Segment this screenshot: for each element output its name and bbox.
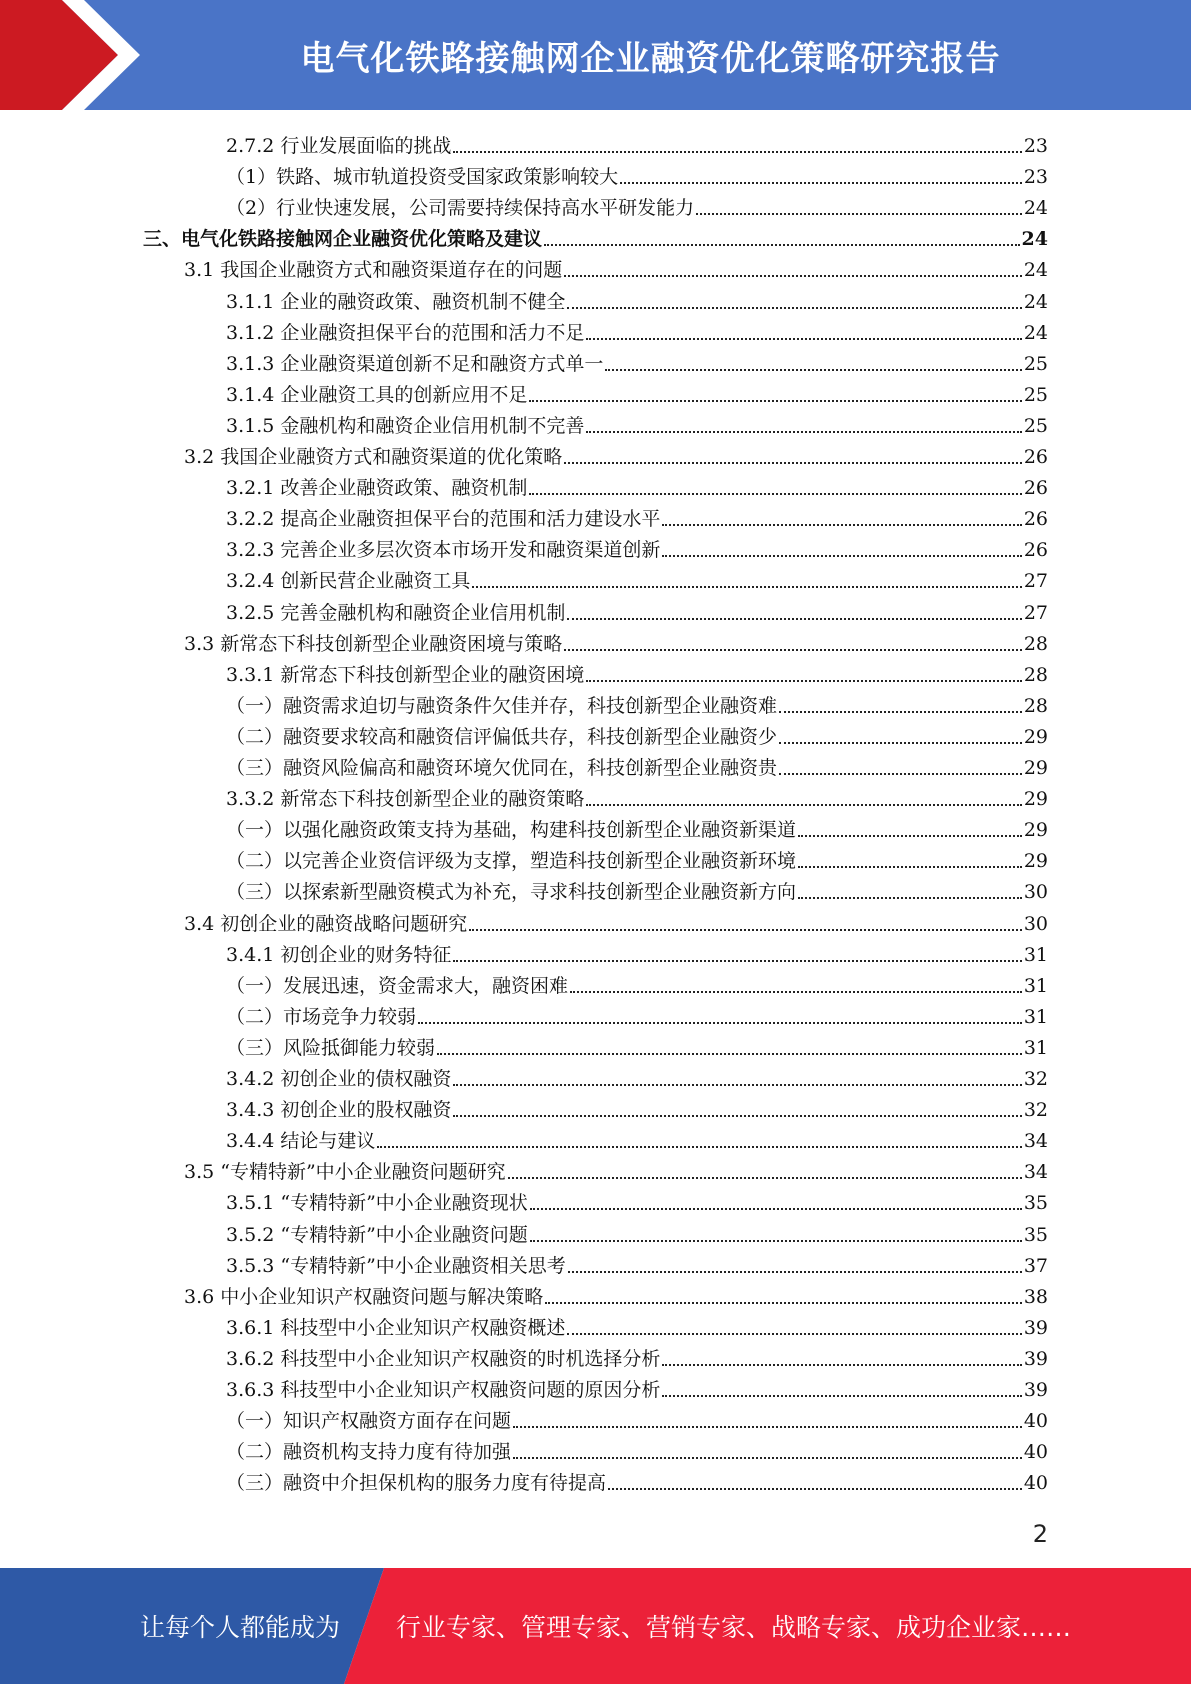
toc-entry-label: 3.2 我国企业融资方式和融资渠道的优化策略 (184, 446, 563, 468)
toc-entry-page: 28 (1023, 632, 1048, 655)
toc-entry[interactable] (226, 562, 1048, 593)
toc-entry-page: 25 (1023, 383, 1048, 406)
toc-entry-label: 3.1.2 企业融资担保平台的范围和活力不足 (226, 321, 585, 344)
toc-entry-page: 29 (1023, 819, 1048, 842)
toc-dot-leader (513, 1456, 1022, 1459)
footer-slogan-left: 让每个人都能成为 (140, 1613, 341, 1642)
toc-entry-page: 26 (1023, 539, 1048, 562)
toc-entry-page: 31 (1023, 1036, 1048, 1059)
toc-entry[interactable] (226, 780, 1048, 811)
page-footer (0, 1568, 1191, 1684)
document-title: 电气化铁路接触网企业融资优化策略研究报告 (300, 38, 1001, 79)
toc-entry[interactable] (226, 873, 1048, 904)
toc-entry-label: 3.3.1 新常态下科技创新型企业的融资困境 (226, 663, 585, 686)
toc-entry[interactable] (184, 438, 1048, 469)
toc-entry[interactable] (226, 998, 1048, 1029)
toc-entry-label: 3.2.5 完善金融机构和融资企业信用机制 (226, 601, 566, 624)
toc-entry-label: 3.6.2 科技型中小企业知识产权融资的时机选择分析 (226, 1347, 661, 1370)
toc-entry[interactable] (226, 189, 1048, 220)
toc-entry[interactable] (226, 376, 1048, 407)
toc-entry-label: 3.6.3 科技型中小企业知识产权融资问题的原因分析 (226, 1379, 661, 1401)
toc-entry-page: 28 (1023, 694, 1048, 717)
toc-dot-leader (564, 461, 1022, 464)
toc-entry-label: 3.2.3 完善企业多层次资本市场开发和融资渠道创新 (226, 539, 661, 562)
toc-entry-page: 29 (1023, 725, 1048, 748)
toc-entry-page: 39 (1023, 1379, 1048, 1401)
toc-entry-page: 26 (1023, 508, 1048, 531)
page-header (0, 0, 1191, 110)
toc-entry-page: 35 (1023, 1192, 1048, 1215)
toc-entry-page: 32 (1023, 1099, 1048, 1122)
toc-entry-label: （一）发展迅速，资金需求大，融资困难 (226, 974, 569, 997)
toc-entry-page: 40 (1023, 1410, 1048, 1433)
toc-entry-label: 3.4 初创企业的融资战略问题研究 (184, 912, 468, 935)
toc-dot-leader (453, 1114, 1021, 1117)
toc-entry-label: 3.1.5 金融机构和融资企业信用机制不完善 (226, 414, 585, 437)
toc-dot-leader (586, 803, 1021, 806)
toc-dot-leader (586, 679, 1021, 682)
toc-entry[interactable] (226, 500, 1048, 531)
toc-dot-leader (545, 1301, 1022, 1304)
toc-entry[interactable] (184, 251, 1048, 282)
toc-entry-page: 31 (1023, 1005, 1048, 1028)
toc-dot-leader (586, 337, 1021, 340)
toc-entry[interactable] (226, 1371, 1048, 1402)
toc-entry-label: （二）融资机构支持力度有待加强 (226, 1441, 512, 1464)
toc-entry-label: （一）以强化融资政策支持为基础，构建科技创新型企业融资新渠道 (226, 819, 797, 842)
toc-dot-leader (544, 243, 1020, 246)
toc-dot-leader (662, 1363, 1021, 1366)
toc-entry[interactable] (226, 314, 1048, 345)
toc-entry-page: 38 (1023, 1285, 1048, 1308)
toc-dot-leader (469, 928, 1022, 931)
toc-entry-label: （三）风险抵御能力较弱 (226, 1036, 436, 1059)
toc-dot-leader (453, 1083, 1021, 1086)
toc-entry-page: 37 (1023, 1254, 1048, 1277)
toc-entry-page: 34 (1023, 1130, 1048, 1153)
toc-entry[interactable] (226, 1340, 1048, 1371)
toc-entry-label: 3.1.3 企业融资渠道创新不足和融资方式单一 (226, 352, 604, 375)
toc-dot-leader (779, 710, 1022, 713)
toc-entry-label: （二）以完善企业资信评级为支撑，塑造科技创新型企业融资新环境 (226, 850, 797, 873)
toc-entry-label: （2）行业快速发展，公司需要持续保持高水平研发能力 (226, 197, 695, 220)
toc-entry-page: 29 (1023, 788, 1048, 811)
toc-entry-page: 24 (1023, 290, 1048, 313)
toc-entry[interactable] (226, 1433, 1048, 1464)
toc-entry-label: 3.1 我国企业融资方式和融资渠道存在的问题 (184, 259, 563, 282)
toc-entry-page: 24 (1021, 228, 1048, 251)
toc-dot-leader (662, 554, 1021, 557)
toc-entry-page: 31 (1023, 943, 1048, 966)
toc-entry-label: 3.3 新常态下科技创新型企业融资困境与策略 (184, 632, 563, 655)
toc-dot-leader (530, 1239, 1022, 1242)
toc-dot-leader (437, 1052, 1022, 1055)
toc-entry[interactable] (226, 1247, 1048, 1278)
toc-dot-leader (662, 1394, 1021, 1397)
toc-entry[interactable] (226, 1216, 1048, 1247)
toc-dot-leader (798, 865, 1022, 868)
toc-dot-leader (798, 896, 1022, 899)
toc-entry[interactable] (226, 967, 1048, 998)
toc-entry[interactable] (226, 811, 1048, 842)
toc-entry-page: 26 (1023, 446, 1048, 468)
toc-entry-label: （三）融资中介担保机构的服务力度有待提高 (226, 1472, 607, 1495)
toc-entry[interactable] (184, 1153, 1048, 1184)
toc-dot-leader (568, 1270, 1022, 1273)
toc-entry[interactable] (226, 345, 1048, 376)
toc-entry[interactable] (226, 1122, 1048, 1153)
toc-entry-label: （1）铁路、城市轨道投资受国家政策影响较大 (226, 166, 619, 189)
toc-entry-page: 40 (1023, 1441, 1048, 1464)
toc-dot-leader (508, 1176, 1022, 1179)
toc-entry-label: 3.6.1 科技型中小企业知识产权融资概述 (226, 1316, 566, 1339)
toc-entry-label: 3.3.2 新常态下科技创新型企业的融资策略 (226, 788, 585, 811)
toc-entry[interactable] (226, 1309, 1048, 1340)
toc-entry-page: 31 (1023, 974, 1048, 997)
toc-dot-leader (418, 1021, 1022, 1024)
toc-dot-leader (567, 617, 1021, 620)
toc-entry[interactable] (226, 842, 1048, 873)
toc-entry-page: 24 (1023, 197, 1048, 220)
toc-entry-label: 3.2.2 提高企业融资担保平台的范围和活力建设水平 (226, 508, 661, 531)
toc-entry-page: 23 (1023, 166, 1048, 189)
toc-entry[interactable] (226, 127, 1048, 158)
toc-dot-leader (696, 212, 1022, 215)
toc-dot-leader (564, 274, 1022, 277)
toc-dot-leader (608, 1487, 1022, 1490)
toc-entry-label: 3.6 中小企业知识产权融资问题与解决策略 (184, 1285, 544, 1308)
toc-entry-page: 25 (1023, 352, 1048, 375)
page-number: 2 (1032, 1520, 1048, 1548)
footer-slogan-right: 行业专家、管理专家、营销专家、战略专家、成功企业家…… (396, 1613, 1072, 1642)
toc-dot-leader (472, 585, 1021, 588)
toc-entry-page: 35 (1023, 1223, 1048, 1246)
toc-entry-page: 28 (1023, 663, 1048, 686)
toc-entry-page: 34 (1023, 1161, 1048, 1184)
toc-dot-leader (798, 834, 1022, 837)
toc-dot-leader (564, 648, 1022, 651)
toc-entry-page: 26 (1023, 477, 1048, 500)
toc-entry-label: 3.2.4 创新民营企业融资工具 (226, 570, 471, 593)
toc-entry[interactable] (226, 1060, 1048, 1091)
toc-entry[interactable] (226, 158, 1048, 189)
toc-dot-leader (779, 741, 1022, 744)
toc-entry[interactable] (143, 220, 1048, 251)
toc-dot-leader (529, 492, 1021, 495)
toc-entry-page: 40 (1023, 1472, 1048, 1495)
toc-entry-page: 39 (1023, 1316, 1048, 1339)
toc-dot-leader (662, 523, 1021, 526)
toc-entry[interactable] (226, 1029, 1048, 1060)
toc-entry[interactable] (226, 469, 1048, 500)
toc-entry[interactable] (184, 1278, 1048, 1309)
toc-entry-page: 27 (1023, 570, 1048, 593)
toc-entry-label: （一）知识产权融资方面存在问题 (226, 1410, 512, 1433)
toc-entry-label: 3.1.1 企业的融资政策、融资机制不健全 (226, 290, 566, 313)
toc-entry-page: 23 (1023, 135, 1048, 157)
toc-entry[interactable] (226, 594, 1048, 625)
toc-entry-label: 3.2.1 改善企业融资政策、融资机制 (226, 477, 528, 500)
toc-entry-page: 24 (1023, 321, 1048, 344)
toc-entry-page: 29 (1023, 850, 1048, 873)
toc-entry[interactable] (226, 531, 1048, 562)
toc-entry[interactable] (226, 936, 1048, 967)
toc-dot-leader (530, 1207, 1022, 1210)
toc-entry-label: 三、电气化铁路接触网企业融资优化策略及建议 (143, 228, 543, 251)
toc-entry[interactable] (226, 749, 1048, 780)
toc-entry-label: 3.4.3 初创企业的股权融资 (226, 1099, 452, 1122)
toc-entry-label: （二）融资要求较高和融资信评偏低共存，科技创新型企业融资少 (226, 725, 778, 748)
toc-dot-leader (779, 772, 1022, 775)
toc-entry[interactable] (226, 687, 1048, 718)
toc-entry[interactable] (226, 1184, 1048, 1215)
toc-entry-page: 30 (1023, 912, 1048, 935)
toc-entry-label: 3.5.2 “专精特新”中小企业融资问题 (226, 1223, 528, 1246)
toc-entry[interactable] (226, 656, 1048, 687)
toc-entry-label: （三）融资风险偏高和融资环境欠优同在，科技创新型企业融资贵 (226, 757, 778, 779)
toc-entry[interactable] (226, 1402, 1048, 1433)
toc-dot-leader (567, 1332, 1021, 1335)
toc-dot-leader (377, 1145, 1021, 1148)
toc-dot-leader (586, 430, 1021, 433)
toc-entry-label: 2.7.2 行业发展面临的挑战 (226, 135, 452, 157)
toc-dot-leader (570, 990, 1022, 993)
toc-entry-page: 27 (1023, 601, 1048, 624)
toc-dot-leader (620, 181, 1022, 184)
toc-entry-label: 3.5.3 “专精特新”中小企业融资相关思考 (226, 1254, 566, 1277)
toc-dot-leader (453, 150, 1021, 153)
toc-entry-label: 3.4.2 初创企业的债权融资 (226, 1068, 452, 1090)
toc-entry-label: （一）融资需求迫切与融资条件欠佳并存，科技创新型企业融资难 (226, 694, 778, 717)
toc-dot-leader (605, 368, 1021, 371)
toc-entry-label: （二）市场竞争力较弱 (226, 1005, 417, 1028)
toc-dot-leader (513, 1425, 1022, 1428)
toc-dot-leader (567, 306, 1021, 309)
toc-entry-label: 3.5 “专精特新”中小企业融资问题研究 (184, 1161, 506, 1184)
toc-entry[interactable] (226, 718, 1048, 749)
toc-entry-label: 3.4.4 结论与建议 (226, 1130, 376, 1153)
toc-entry[interactable] (184, 625, 1048, 656)
header-arrow-graphic (0, 0, 150, 110)
toc-entry-label: 3.5.1 “专精特新”中小企业融资现状 (226, 1192, 528, 1215)
toc-dot-leader (453, 959, 1021, 962)
toc-entry[interactable] (184, 905, 1048, 936)
toc-entry[interactable] (226, 1464, 1048, 1495)
toc-entry-label: （三）以探索新型融资模式为补充，寻求科技创新型企业融资新方向 (226, 881, 797, 904)
toc-dot-leader (529, 399, 1021, 402)
toc-entry-page: 29 (1023, 757, 1048, 779)
toc-entry-label: 3.1.4 企业融资工具的创新应用不足 (226, 383, 528, 406)
toc-entry[interactable] (226, 407, 1048, 438)
toc-entry-page: 24 (1023, 259, 1048, 282)
toc-entry-page: 39 (1023, 1347, 1048, 1370)
toc-entry[interactable] (226, 1091, 1048, 1122)
toc-entry[interactable] (226, 283, 1048, 314)
toc-entry-page: 25 (1023, 414, 1048, 437)
toc-entry-page: 32 (1023, 1068, 1048, 1090)
toc-entry-label: 3.4.1 初创企业的财务特征 (226, 943, 452, 966)
toc-entry-page: 30 (1023, 881, 1048, 904)
